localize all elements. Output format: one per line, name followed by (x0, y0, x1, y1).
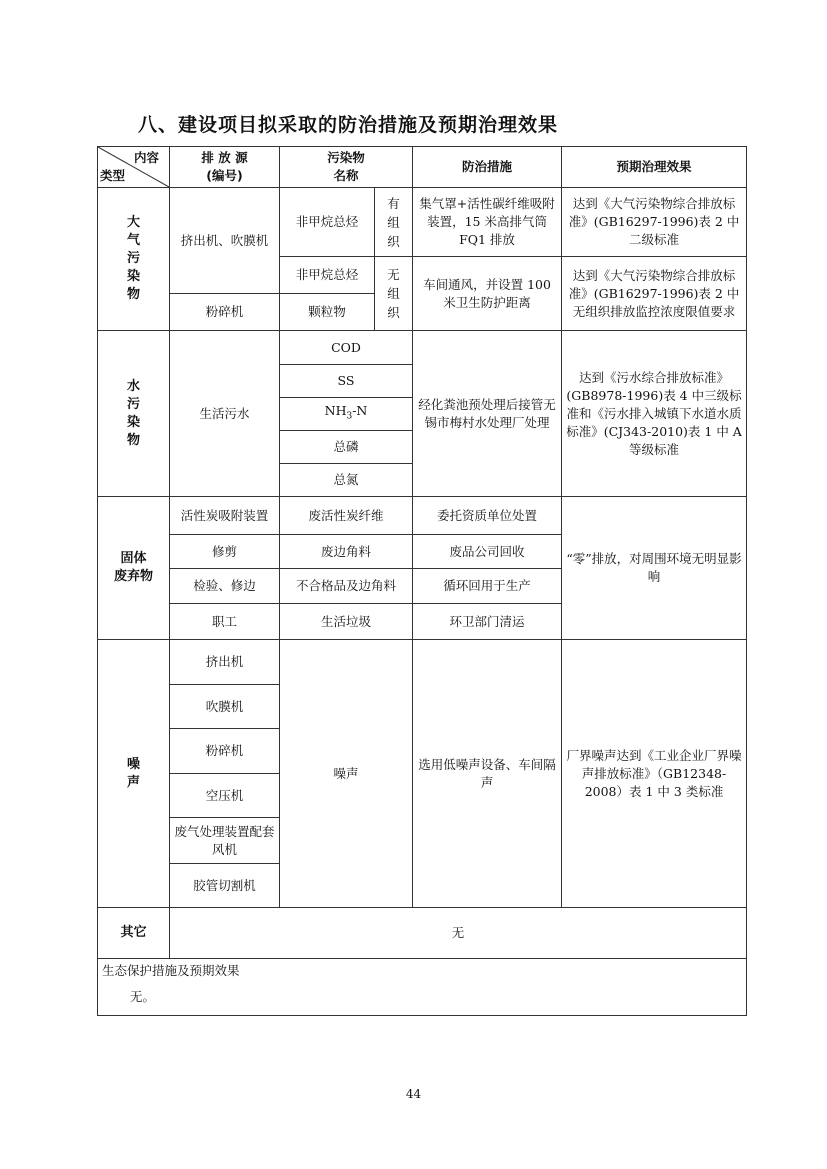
noise-measure: 选用低噪声设备、车间隔声 (413, 640, 562, 908)
noise-effect: 厂界噪声达到《工业企业厂界噪声排放标准》（GB12348-2008）表 1 中 3 类标准 (562, 640, 747, 908)
air-pollutant-nmhc-organized: 非甲烷总烃 (280, 188, 375, 257)
noise-source: 粉碎机 (170, 729, 280, 774)
water-effect: 达到《污水综合排放标准》(GB8978-1996)表 4 中三级标准和《污水排入城镇下水道水质标准》(CJ343-2010)表 1 中 A 等级标准 (562, 331, 747, 497)
solid-effect: “零”排放，对周围环境无明显影响 (562, 497, 747, 640)
header-pollutant-line2: 名称 (333, 168, 359, 183)
header-type-label: 类型 (100, 168, 126, 183)
other-row (98, 908, 747, 959)
noise-pollutant: 噪声 (280, 640, 413, 908)
noise-source: 胶管切割机 (170, 864, 280, 908)
solid-pollutant: 废边角料 (280, 535, 413, 569)
solid-measure: 委托资质单位处置 (413, 497, 562, 535)
air-source-crusher: 粉碎机 (170, 294, 280, 331)
air-measure-organized: 集气罩+活性碳纤维吸附装置，15 米高排气筒 FQ1 排放 (413, 188, 562, 257)
air-fugitive-label: 无 组 织 (375, 257, 413, 331)
air-source-extruder: 挤出机、吹膜机 (170, 188, 280, 294)
water-pollutant-tn: 总氮 (280, 464, 413, 497)
header-effect: 预期治理效果 (562, 147, 747, 188)
air-category: 大 气 污 染 物 (98, 188, 170, 331)
air-effect-fugitive: 达到《大气污染物综合排放标准》(GB16297-1996)表 2 中无组织排放监控浓度限值要求 (562, 257, 747, 331)
noise-source: 挤出机 (170, 640, 280, 685)
other-value: 无 (170, 908, 747, 959)
water-measure: 经化粪池预处理后接管无锡市梅村水处理厂处理 (413, 331, 562, 497)
air-measure-fugitive: 车间通风，并设置 100 米卫生防护距离 (413, 257, 562, 331)
solid-measure: 环卫部门清运 (413, 604, 562, 640)
solid-measure: 废品公司回收 (413, 535, 562, 569)
solid-row-1 (98, 497, 747, 535)
solid-source: 活性炭吸附装置 (170, 497, 280, 535)
page-number: 44 (405, 1087, 422, 1101)
header-pollutant (280, 147, 413, 188)
solid-source: 检验、修边 (170, 569, 280, 604)
air-row-1 (98, 188, 747, 257)
eco-body: 无。 (130, 989, 156, 1004)
air-effect-organized: 达到《大气污染物综合排放标准》(GB16297-1996)表 2 中二级标准 (562, 188, 747, 257)
header-measures: 防治措施 (413, 147, 562, 188)
other-category: 其它 (98, 908, 170, 959)
water-pollutant-cod: COD (280, 331, 413, 365)
water-source: 生活污水 (170, 331, 280, 497)
noise-source: 吹膜机 (170, 685, 280, 729)
solid-pollutant: 废活性炭纤维 (280, 497, 413, 535)
header-content-label: 内容 (133, 150, 159, 165)
header-source (170, 147, 280, 188)
eco-row (98, 959, 747, 1016)
water-row-1 (98, 331, 747, 365)
noise-row-1 (98, 640, 747, 685)
noise-source: 废气处理装置配套风机 (170, 818, 280, 864)
water-category: 水 污 染 物 (98, 331, 170, 497)
eco-title: 生态保护措施及预期效果 (102, 963, 240, 978)
header-pollutant-line1: 污染物 (327, 150, 365, 165)
air-pollutant-particulate: 颗粒物 (280, 294, 375, 331)
solid-source: 职工 (170, 604, 280, 640)
water-pollutant-ss: SS (280, 365, 413, 398)
header-diagonal-cell (98, 147, 170, 188)
page-title: 八、建设项目拟采取的防治措施及预期治理效果 (138, 114, 559, 136)
header-source-line2: (编号) (206, 168, 243, 183)
water-pollutant-tp: 总磷 (280, 431, 413, 464)
noise-source: 空压机 (170, 774, 280, 818)
solid-pollutant: 生活垃圾 (280, 604, 413, 640)
header-source-line1: 排 放 源 (201, 150, 248, 165)
solid-pollutant: 不合格品及边角料 (280, 569, 413, 604)
solid-category: 固体 废弃物 (98, 497, 170, 640)
solid-measure: 循环回用于生产 (413, 569, 562, 604)
measures-table (97, 146, 747, 1016)
eco-cell (98, 959, 747, 1016)
air-organized-label: 有 组 织 (375, 188, 413, 257)
air-pollutant-nmhc-fugitive: 非甲烷总烃 (280, 257, 375, 294)
header-row (98, 147, 747, 188)
noise-category: 噪 声 (98, 640, 170, 908)
water-pollutant-nh3n: $NH_3-N$ (280, 398, 413, 431)
solid-source: 修剪 (170, 535, 280, 569)
